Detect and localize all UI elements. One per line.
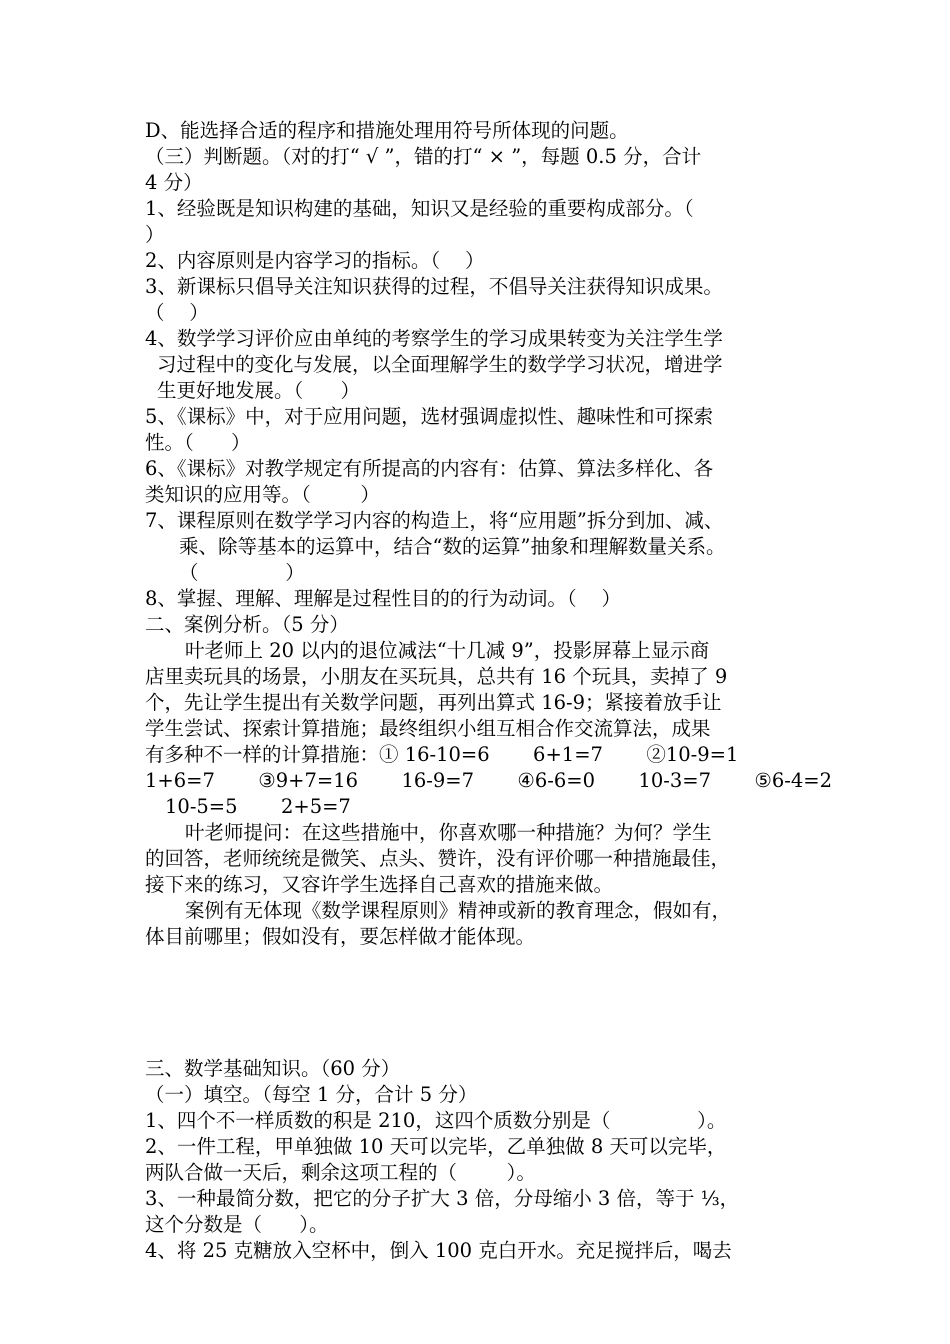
text-line: 4 分） <box>145 171 203 194</box>
section-heading-math-basics: 三、数学基础知识。（60 分） <box>145 1057 401 1080</box>
text-line: ） <box>145 223 165 246</box>
fill-question-4: 4、将 25 克糖放入空杯中，倒入 100 克白开水。充足搅拌后，喝去 <box>145 1239 732 1262</box>
section-heading-judgement: （三）判断题。（对的打“ √ ”，错的打“ × ”，每题 0.5 分，合计 <box>145 145 702 168</box>
text-line: 类知识的应用等。（ ） <box>145 483 380 506</box>
document-page <box>145 118 832 1264</box>
calculation-line: 1+6=7 ③9+7=16 16-9=7 ④6-6=0 10-3=7 ⑤6-4=2 <box>145 769 832 792</box>
case-paragraph-line: 个，先让学生提出有关数学问题，再列出算式 16-9；紧接着放手让 <box>145 691 722 714</box>
text-line: （ ） <box>145 301 209 324</box>
text-line: D、能选择合适的程序和措施处理用符号所体现的问题。 <box>145 119 629 142</box>
text-line: 乘、除等基本的运算中，结合“数的运算”抽象和理解数量关系。 <box>179 535 726 558</box>
question-6: 6、《课标》对教学规定有所提高的内容有：估算、算法多样化、各 <box>145 457 714 480</box>
question-3: 3、新课标只倡导关注知识获得的过程，不倡导关注获得知识成果。 <box>145 275 723 298</box>
case-paragraph-line: 接下来的练习，又容许学生选择自己喜欢的措施来做。 <box>145 873 614 896</box>
text-line: 这个分数是（ ）。 <box>145 1213 329 1236</box>
question-1: 1、经验既是知识构建的基础，知识又是经验的重要构成部分。（ <box>145 197 694 220</box>
text-line: （ ） <box>179 561 305 584</box>
case-question-line: 体目前哪里；假如没有，要怎样做才能体现。 <box>145 925 536 948</box>
fill-question-1: 1、四个不一样质数的积是 210，这四个质数分别是（ ）。 <box>145 1109 727 1132</box>
fill-question-2: 2、一件工程，甲单独做 10 天可以完毕，乙单独做 8 天可以完毕， <box>145 1135 727 1158</box>
text-line: 习过程中的变化与发展，以全面理解学生的数学学习状况，增进学 <box>157 353 723 376</box>
case-paragraph-line: 店里卖玩具的场景，小朋友在买玩具，总共有 16 个玩具，卖掉了 9 <box>145 665 728 688</box>
fill-question-3: 3、一种最简分数，把它的分子扩大 3 倍，分母缩小 3 倍，等于 ⅓， <box>145 1187 740 1210</box>
calculation-line: 10-5=5 2+5=7 <box>165 795 351 818</box>
text-line: 生更好地发展。（ ） <box>157 379 360 402</box>
question-4: 4、数学学习评价应由单纯的考察学生的学习成果转变为关注学生学 <box>145 327 723 350</box>
question-7: 7、课程原则在数学学习内容的构造上，将“应用题”拆分到加、减、 <box>145 509 724 532</box>
text-line: 性。（ ） <box>145 431 251 454</box>
question-5: 5、《课标》中，对于应用问题，选材强调虚拟性、趣味性和可探索 <box>145 405 714 428</box>
subsection-heading-fill-blank: （一）填空。（每空 1 分，合计 5 分） <box>145 1083 478 1106</box>
question-8: 8、掌握、理解、理解是过程性目的的行为动词。（ ） <box>145 587 621 610</box>
case-paragraph-line: 有多种不一样的计算措施：① 16-10=6 6+1=7 ②10-9=1 <box>145 743 739 766</box>
section-heading-case: 二、案例分析。（5 分） <box>145 613 349 636</box>
question-2: 2、内容原则是内容学习的指标。（ ） <box>145 249 485 272</box>
text-line: 两队合做一天后，剩余这项工程的（ ）。 <box>145 1161 536 1184</box>
case-paragraph-line: 的回答，老师统统是微笑、点头、赞许，没有评价哪一种措施最佳， <box>145 847 731 870</box>
case-paragraph-line: 叶老师提问：在这些措施中，你喜欢哪一种措施？为何？学生 <box>185 821 712 844</box>
case-paragraph-line: 学生尝试、探索计算措施；最终组织小组互相合作交流算法，成果 <box>145 717 711 740</box>
case-question-line: 案例有无体现《数学课程原则》精神或新的教育理念，假如有， <box>185 899 732 922</box>
blank-space <box>145 950 825 1056</box>
case-paragraph-line: 叶老师上 20 以内的退位减法“十几减 9”，投影屏幕上显示商 <box>185 639 710 662</box>
